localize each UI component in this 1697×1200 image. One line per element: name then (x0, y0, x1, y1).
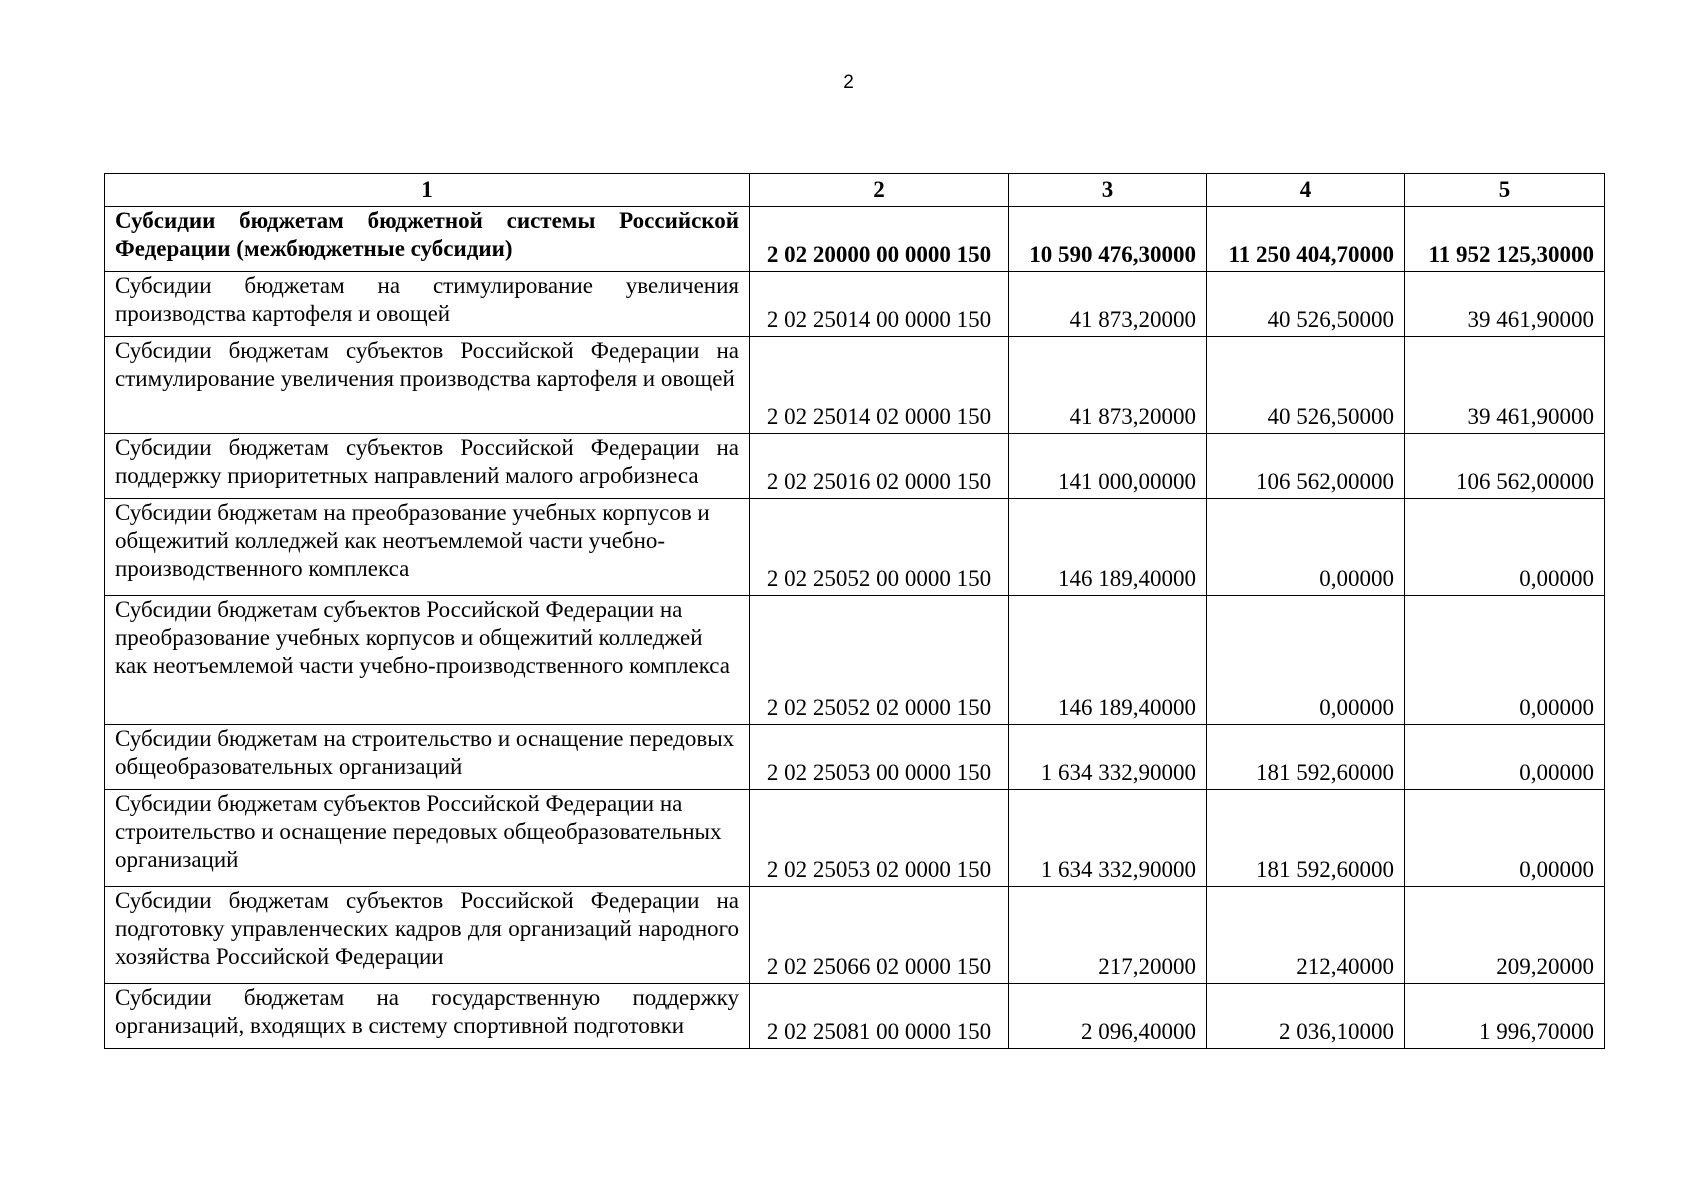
row-name: Субсидии бюджетам бюджетной системы Российской Федерации (межбюджетные субсидии) (105, 207, 750, 272)
budget-table (104, 173, 1605, 1049)
row-value-4: 11 250 404,70000 (1207, 207, 1405, 272)
row-code: 2 02 25014 02 0000 150 (750, 337, 1009, 434)
row-value-3: 41 873,20000 (1009, 272, 1207, 337)
row-name: Субсидии бюджетам субъектов Российской Федерации на подготовку управленческих кадров для организаций народного хозяйства Российской Федерации (105, 887, 750, 984)
table-header-row (105, 174, 1605, 207)
row-name: Субсидии бюджетам на преобразование учебных корпусов и общежитий колледжей как неотъемлемой части учебно-производственного комплекса (105, 499, 750, 596)
row-value-4: 181 592,60000 (1207, 790, 1405, 887)
row-value-5: 0,00000 (1405, 596, 1605, 725)
page-number: 2 (843, 72, 854, 93)
table-row (105, 887, 1605, 984)
table-row (105, 434, 1605, 499)
row-name: Субсидии бюджетам на государственную поддержку организаций, входящих в систему спортивной подготовки (105, 984, 750, 1049)
row-name: Субсидии бюджетам на стимулирование увеличения производства картофеля и овощей (105, 272, 750, 337)
row-value-4: 0,00000 (1207, 499, 1405, 596)
row-value-4: 40 526,50000 (1207, 272, 1405, 337)
row-value-3: 10 590 476,30000 (1009, 207, 1207, 272)
row-name: Субсидии бюджетам субъектов Российской Федерации на преобразование учебных корпусов и общежитий колледжей как неотъемлемой части учебно-производственного комплекса (105, 596, 750, 725)
row-code: 2 02 25052 02 0000 150 (750, 596, 1009, 725)
row-code: 2 02 25014 00 0000 150 (750, 272, 1009, 337)
row-code: 2 02 25053 00 0000 150 (750, 725, 1009, 790)
row-code: 2 02 25081 00 0000 150 (750, 984, 1009, 1049)
table-row (105, 337, 1605, 434)
row-value-4: 2 036,10000 (1207, 984, 1405, 1049)
row-value-5: 209,20000 (1405, 887, 1605, 984)
row-name: Субсидии бюджетам на строительство и оснащение передовых общеобразовательных организаций (105, 725, 750, 790)
column-header-5: 5 (1405, 174, 1605, 207)
table-row (105, 596, 1605, 725)
row-value-5: 0,00000 (1405, 790, 1605, 887)
column-header-2: 2 (750, 174, 1009, 207)
row-name: Субсидии бюджетам субъектов Российской Федерации на стимулирование увеличения производства картофеля и овощей (105, 337, 750, 434)
row-value-5: 1 996,70000 (1405, 984, 1605, 1049)
row-value-4: 106 562,00000 (1207, 434, 1405, 499)
column-header-4: 4 (1207, 174, 1405, 207)
table-row (105, 272, 1605, 337)
row-value-3: 1 634 332,90000 (1009, 790, 1207, 887)
column-header-3: 3 (1009, 174, 1207, 207)
row-value-5: 39 461,90000 (1405, 272, 1605, 337)
row-name: Субсидии бюджетам субъектов Российской Федерации на поддержку приоритетных направлений малого агробизнеса (105, 434, 750, 499)
row-code: 2 02 25066 02 0000 150 (750, 887, 1009, 984)
table-row (105, 207, 1605, 272)
row-value-3: 41 873,20000 (1009, 337, 1207, 434)
row-value-5: 106 562,00000 (1405, 434, 1605, 499)
row-code: 2 02 25053 02 0000 150 (750, 790, 1009, 887)
row-value-5: 0,00000 (1405, 725, 1605, 790)
table-row (105, 499, 1605, 596)
row-value-4: 212,40000 (1207, 887, 1405, 984)
row-value-3: 146 189,40000 (1009, 596, 1207, 725)
row-value-5: 11 952 125,30000 (1405, 207, 1605, 272)
table-row (105, 790, 1605, 887)
row-value-3: 146 189,40000 (1009, 499, 1207, 596)
row-code: 2 02 25016 02 0000 150 (750, 434, 1009, 499)
row-value-4: 0,00000 (1207, 596, 1405, 725)
table-row (105, 725, 1605, 790)
column-header-1: 1 (105, 174, 750, 207)
row-value-3: 141 000,00000 (1009, 434, 1207, 499)
row-value-4: 181 592,60000 (1207, 725, 1405, 790)
table-row (105, 984, 1605, 1049)
row-value-5: 39 461,90000 (1405, 337, 1605, 434)
row-value-5: 0,00000 (1405, 499, 1605, 596)
row-value-4: 40 526,50000 (1207, 337, 1405, 434)
row-name: Субсидии бюджетам субъектов Российской Федерации на строительство и оснащение передовых общеобразовательных организаций (105, 790, 750, 887)
row-value-3: 217,20000 (1009, 887, 1207, 984)
row-value-3: 2 096,40000 (1009, 984, 1207, 1049)
row-code: 2 02 25052 00 0000 150 (750, 499, 1009, 596)
row-code: 2 02 20000 00 0000 150 (750, 207, 1009, 272)
row-value-3: 1 634 332,90000 (1009, 725, 1207, 790)
